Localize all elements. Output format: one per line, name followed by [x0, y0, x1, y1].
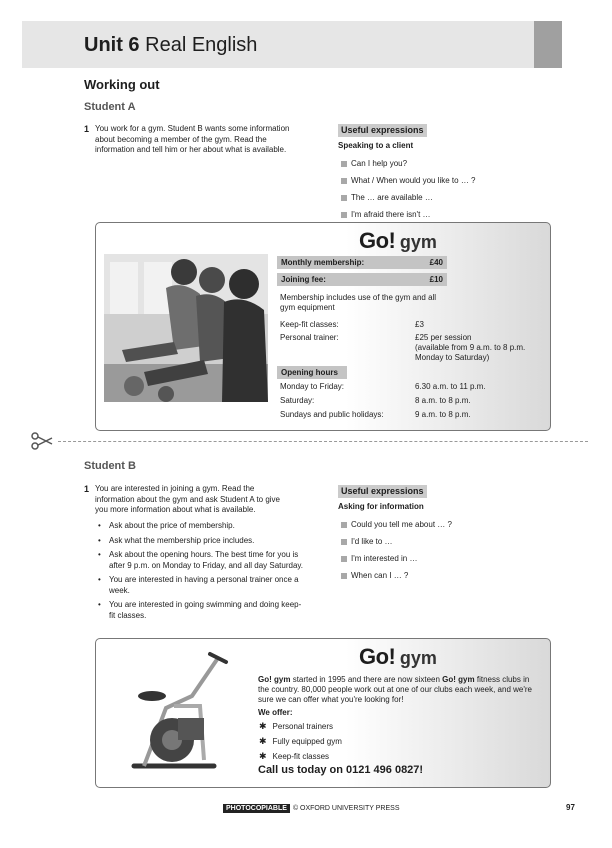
offer-text: Fully equipped gym: [272, 737, 342, 746]
student-a-task-number: 1: [84, 124, 90, 134]
asterisk-bullet-icon: ✱: [259, 736, 267, 746]
offer-list: [259, 721, 342, 766]
task-item: • Ask about the opening hours. The best time for you is after 9 p.m. on Monday to Friday, and all day Saturday.: [96, 550, 306, 571]
student-b-useful-label: Useful expressions: [338, 485, 427, 498]
gym-logo: [359, 228, 437, 254]
opening-hours-bar: [277, 366, 347, 379]
logo-gym: gym: [399, 232, 437, 252]
expression-item: [341, 516, 452, 533]
student-a-expressions: [341, 155, 476, 223]
trainer-note: (available from 9 a.m. to 8 p.m. Monday to Saturday): [415, 343, 526, 362]
hours-time: 6.30 a.m. to 11 p.m.: [415, 382, 486, 391]
student-b-task-number: 1: [84, 484, 90, 494]
keepfit-value: £3: [415, 320, 424, 329]
expression-item: [341, 567, 452, 584]
spinning-class-photo: [104, 254, 268, 402]
unit-title-text: Real English: [145, 34, 258, 56]
hours-time: 9 a.m. to 8 p.m.: [415, 410, 471, 419]
joining-value: £10: [429, 275, 443, 284]
asterisk-bullet-icon: ✱: [259, 751, 267, 761]
expression-text: I'm interested in …: [351, 554, 418, 563]
page-number: 97: [566, 803, 575, 812]
gym-ad-logo: [359, 644, 437, 670]
offer-heading: We offer:: [258, 708, 293, 717]
square-bullet-icon: [341, 178, 347, 184]
expression-text: When can I … ?: [351, 571, 409, 580]
trainer-price: £25 per session: [415, 333, 472, 342]
logo-go: Go!: [359, 228, 396, 253]
exercise-bike-photo: [114, 648, 232, 780]
hours-day: Saturday:: [280, 396, 315, 405]
photocopiable-badge: PHOTOCOPIABLE: [223, 804, 290, 813]
task-item: • Ask what the membership price includes.: [96, 536, 306, 547]
expression-text: Could you tell me about … ?: [351, 520, 452, 529]
expression-text: What / When would you like to … ?: [351, 176, 476, 185]
square-bullet-icon: [341, 161, 347, 167]
task-item: • Ask about the price of membership.: [96, 521, 306, 532]
expression-item: [341, 550, 452, 567]
offer-item: [259, 721, 342, 732]
student-b-useful-sub: Asking for information: [338, 502, 424, 511]
student-b-expressions: [341, 516, 452, 584]
intro-text-a: started in 1995 and there are now sixteen: [292, 675, 440, 684]
scissors-icon: [30, 432, 54, 455]
footer-credit: [223, 804, 400, 813]
logo-gym: gym: [399, 648, 437, 668]
square-bullet-icon: [341, 573, 347, 579]
square-bullet-icon: [341, 212, 347, 218]
task-item: • You are interested in having a personal trainer once a week.: [96, 575, 306, 596]
expression-item: [341, 172, 476, 189]
expression-item: [341, 155, 476, 172]
offer-text: Keep-fit classes: [272, 752, 330, 761]
student-a-task-text: You work for a gym. Student B wants some information about becoming a member of the gym. Read the information and tell him or her about what is available.: [95, 124, 290, 154]
trainer-label: Personal trainer:: [280, 333, 339, 342]
expression-item: [341, 189, 476, 206]
square-bullet-icon: [341, 539, 347, 545]
trainer-value: [415, 333, 545, 363]
student-a-useful-label: Useful expressions: [338, 124, 427, 137]
hours-day: Sundays and public holidays:: [280, 410, 384, 419]
inline-logo-go: Go!: [442, 675, 456, 684]
square-bullet-icon: [341, 522, 347, 528]
cut-line: [58, 441, 588, 442]
call-to-action: Call us today on 0121 496 0827!: [258, 764, 424, 776]
square-bullet-icon: [341, 195, 347, 201]
gym-ad-intro: [258, 675, 538, 705]
monthly-label: Monthly membership:: [281, 258, 365, 267]
expression-text: The … are available …: [351, 193, 433, 202]
monthly-value: £40: [429, 258, 443, 267]
student-a-useful-sub: Speaking to a client: [338, 141, 414, 150]
section-title: Working out: [84, 77, 160, 92]
joining-fee-bar: [277, 273, 447, 286]
hours-heading: Opening hours: [281, 368, 338, 377]
expression-text: I'm afraid there isn't …: [351, 210, 431, 219]
header-tab: [534, 21, 562, 68]
student-b-heading: Student B: [84, 460, 136, 472]
joining-label: Joining fee:: [281, 275, 326, 284]
publisher-text: © OXFORD UNIVERSITY PRESS: [292, 805, 400, 812]
unit-label: Unit 6: [84, 34, 140, 56]
logo-go: Go!: [359, 644, 396, 669]
expression-item: [341, 206, 476, 223]
inline-logo-go: Go!: [258, 675, 272, 684]
offer-item: [259, 736, 342, 747]
hours-time: 8 a.m. to 8 p.m.: [415, 396, 471, 405]
monthly-membership-bar: [277, 256, 447, 269]
offer-item: [259, 751, 342, 762]
keepfit-label: Keep-fit classes:: [280, 320, 339, 329]
task-item: • You are interested in going swimming and doing keep-fit classes.: [96, 600, 306, 621]
asterisk-bullet-icon: ✱: [259, 721, 267, 731]
expression-text: I'd like to …: [351, 537, 393, 546]
hours-day: Monday to Friday:: [280, 382, 345, 391]
student-b-task-list: [96, 521, 306, 625]
inline-logo-gym: gym: [274, 675, 291, 684]
student-b-task-text: You are interested in joining a gym. Read the information about the gym and ask Student A to give you more information about what is available.: [95, 484, 281, 514]
intro-text-b: fitness clubs in the country. 80,000 people work out at one of our clubs each week, and we're sure we can offer what you're looking for!: [258, 675, 532, 704]
student-a-heading: Student A: [84, 101, 136, 113]
offer-text: Personal trainers: [272, 722, 334, 731]
inline-logo-gym: gym: [458, 675, 475, 684]
unit-title: [84, 34, 257, 57]
square-bullet-icon: [341, 556, 347, 562]
membership-text: Membership includes use of the gym and all gym equipment: [280, 293, 437, 312]
expression-text: Can I help you?: [351, 159, 408, 168]
expression-item: [341, 533, 452, 550]
